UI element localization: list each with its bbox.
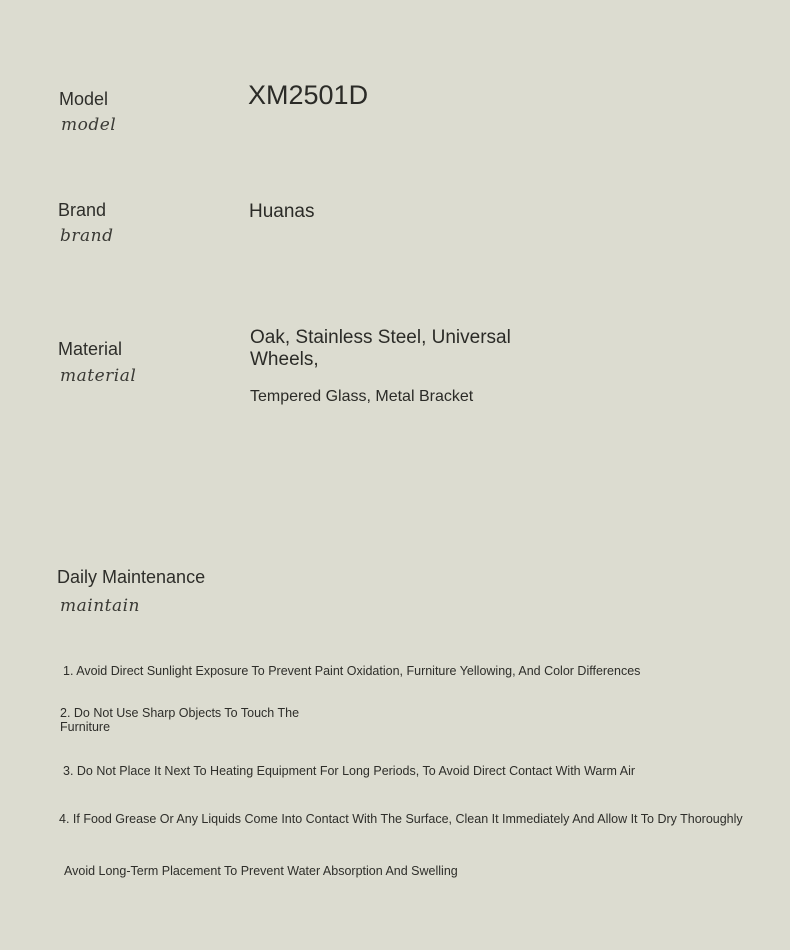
maintenance-item-5: Avoid Long-Term Placement To Prevent Water Absorption And Swelling bbox=[64, 864, 458, 878]
maintenance-label: Daily Maintenance bbox=[57, 567, 206, 587]
maintenance-item-1: 1. Avoid Direct Sunlight Exposure To Prevent Paint Oxidation, Furniture Yellowing, And Color Differences bbox=[63, 664, 641, 678]
model-value: XM2501D bbox=[248, 80, 369, 110]
material-sublabel: material bbox=[60, 366, 137, 386]
maintenance-sublabel: maintain bbox=[60, 596, 140, 616]
material-value-line1: Oak, Stainless Steel, Universal bbox=[250, 327, 511, 348]
material-value-line3: Tempered Glass, Metal Bracket bbox=[250, 388, 474, 405]
material-value-line2: Wheels, bbox=[250, 349, 319, 370]
brand-label: Brand bbox=[58, 200, 107, 220]
maintenance-item-2: 2. Do Not Use Sharp Objects To Touch The bbox=[60, 706, 300, 720]
brand-sublabel: brand bbox=[60, 226, 114, 246]
material-label: Material bbox=[58, 339, 123, 359]
maintenance-item-2-cont: Furniture bbox=[60, 720, 111, 734]
model-label: Model bbox=[59, 89, 109, 109]
maintenance-item-3: 3. Do Not Place It Next To Heating Equipment For Long Periods, To Avoid Direct Contact With Warm Air bbox=[63, 764, 636, 778]
brand-value: Huanas bbox=[249, 201, 315, 222]
maintenance-item-4: 4. If Food Grease Or Any Liquids Come Into Contact With The Surface, Clean It Immediately And Allow It To Dry Thoroughly bbox=[59, 812, 743, 826]
model-sublabel: model bbox=[61, 115, 117, 135]
